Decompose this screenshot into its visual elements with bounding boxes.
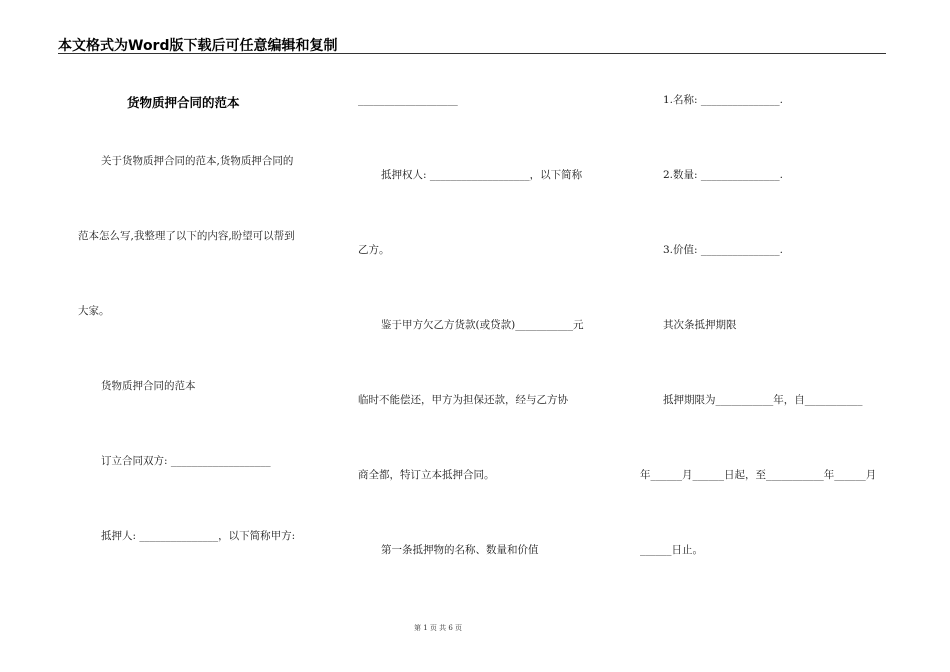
body-line: 订立合同双方: ___________________ <box>101 455 271 467</box>
header-divider <box>58 53 886 54</box>
body-line: 年______月______日起，至___________年______月 <box>640 469 877 481</box>
body-line: 其次条抵押期限 <box>663 319 737 331</box>
body-line: 2.数量: _______________. <box>663 169 783 181</box>
body-line: ______日止。 <box>640 544 703 556</box>
document-title: 货物质押合同的范本 <box>127 95 240 110</box>
body-line: 临时不能偿还，甲方为担保还款，经与乙方协 <box>358 394 568 406</box>
body-line: 大家。 <box>78 305 110 317</box>
body-line: 第一条抵押物的名称、数量和价值 <box>381 544 539 556</box>
body-line: 抵押期限为___________年，自___________ <box>663 394 863 406</box>
body-line: 抵押权人: ___________________，以下简称 <box>381 169 583 181</box>
body-line: 范本怎么写,我整理了以下的内容,盼望可以帮到 <box>78 230 295 242</box>
body-line: ___________________ <box>358 94 458 106</box>
body-line: 3.价值: _______________. <box>663 244 783 256</box>
body-line: 商全都，特订立本抵押合同。 <box>358 469 495 481</box>
body-line: 抵押人: _______________，以下简称甲方: <box>101 530 296 542</box>
body-line: 关于货物质押合同的范本,货物质押合同的 <box>101 155 294 167</box>
page-number: 第 1 页 共 6 页 <box>414 624 463 632</box>
body-line: 货物质押合同的范本 <box>101 380 196 392</box>
document-header-title: 本文格式为Word版下载后可任意编辑和复制 <box>58 38 338 54</box>
body-line: 1.名称: _______________. <box>663 94 783 106</box>
body-line: 鉴于甲方欠乙方货款(或贷款)___________元 <box>381 319 584 331</box>
body-line: 乙方。 <box>358 244 390 256</box>
